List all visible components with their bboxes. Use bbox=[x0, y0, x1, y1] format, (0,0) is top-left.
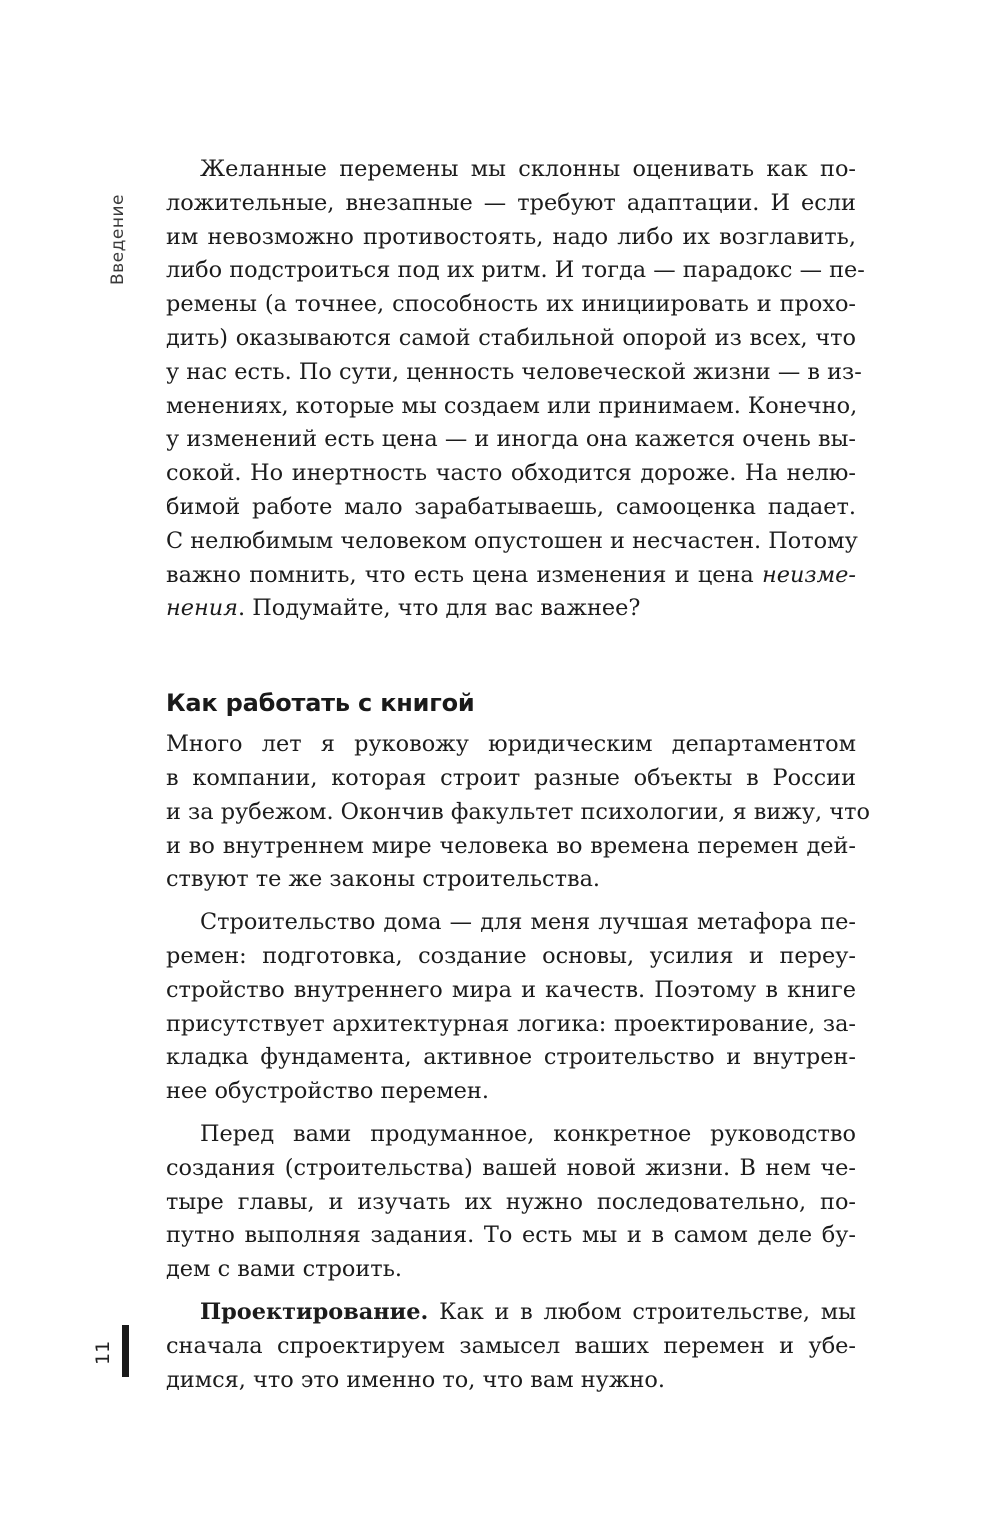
text-line: сначала спроектируем замысел ваших перемен и убе- bbox=[166, 1332, 856, 1359]
text-line bbox=[166, 1296, 856, 1330]
text-line: стройство внутреннего мира и качеств. Поэтому в книге bbox=[166, 976, 856, 1003]
section-heading: Как работать с книгой bbox=[166, 689, 475, 718]
text-line: тыре главы, и изучать их нужно последовательно, по- bbox=[166, 1188, 856, 1215]
text-line: путно выполняя задания. То есть мы и в самом деле бу- bbox=[166, 1222, 856, 1249]
paragraph-3 bbox=[166, 906, 856, 1109]
text-line: ствуют те же законы строительства. bbox=[166, 866, 601, 893]
text-line bbox=[166, 592, 856, 626]
italic-text: нения bbox=[166, 595, 238, 622]
text-line: создания (строительства) вашей новой жизни. В нем че- bbox=[166, 1154, 856, 1181]
text-line: Перед вами продуманное, конкретное руководство bbox=[200, 1120, 856, 1147]
text-line: Желанные перемены мы склонны оценивать как по- bbox=[200, 156, 856, 182]
text-run: Как и в любом строительстве, мы bbox=[428, 1298, 856, 1325]
text-line: Строительство дома — для меня лучшая метафора пе- bbox=[200, 909, 856, 936]
text-line: дить) оказываются самой стабильной опорой из всех, что bbox=[166, 324, 856, 351]
page-number: 11 bbox=[92, 1340, 114, 1366]
text-line: бимой работе мало зарабатываешь, самооценка падает. bbox=[166, 493, 856, 520]
text-line: дем с вами строить. bbox=[166, 1256, 402, 1283]
text-line: присутствует архитектурная логика: проектирование, за- bbox=[166, 1010, 856, 1037]
text-line: сокой. Но инертность часто обходится дороже. На нелю- bbox=[166, 460, 856, 487]
paragraph-4 bbox=[166, 1118, 856, 1287]
text-line: нее обустройство перемен. bbox=[166, 1078, 489, 1105]
paragraph-1 bbox=[166, 153, 865, 626]
text-line: ремен: подготовка, создание основы, усилия и переу- bbox=[166, 942, 856, 969]
text-line: ремены (а точнее, способность их инициировать и прохо- bbox=[166, 291, 856, 318]
text-line: в компании, которая строит разные объекты в России bbox=[166, 764, 856, 791]
text-line: димся, что это именно то, что вам нужно. bbox=[166, 1366, 665, 1393]
text-run: важно помнить, что есть цена изменения и цена bbox=[166, 561, 762, 588]
text-line: менениях, которые мы создаем или принимаем. Конечно, bbox=[166, 392, 858, 419]
text-run: . Подумайте, что для вас важнее? bbox=[238, 595, 641, 622]
text-line bbox=[166, 559, 856, 593]
text-line: ложительные, внезапные — требуют адаптации. И если bbox=[166, 189, 856, 216]
text-line: либо подстроиться под их ритм. И тогда — парадокс — пе- bbox=[166, 257, 865, 284]
paragraph-5 bbox=[166, 1296, 856, 1397]
text-line: им невозможно противостоять, надо либо их возглавить, bbox=[166, 223, 856, 250]
running-head: Введение bbox=[108, 194, 128, 285]
bold-lead-in: Проектирование. bbox=[200, 1298, 429, 1325]
text-line: у изменений есть цена — и иногда она кажется очень вы- bbox=[166, 426, 856, 453]
text-line: и за рубежом. Окончив факультет психологии, я вижу, что bbox=[166, 798, 870, 825]
page-body bbox=[166, 153, 870, 1397]
text-line: С нелюбимым человеком опустошен и несчастен. Потому bbox=[166, 527, 858, 554]
page-number-bar bbox=[122, 1325, 129, 1377]
text-line: и во внутреннем мире человека во времена перемен дей- bbox=[166, 832, 856, 859]
paragraph-2 bbox=[166, 728, 870, 897]
text-line: Много лет я руковожу юридическим департаментом bbox=[166, 731, 856, 758]
text-line: у нас есть. По сути, ценность человеческой жизни — в из- bbox=[166, 358, 862, 385]
text-line: кладка фундамента, активное строительство и внутрен- bbox=[166, 1044, 856, 1071]
italic-text: неизме- bbox=[761, 561, 856, 588]
